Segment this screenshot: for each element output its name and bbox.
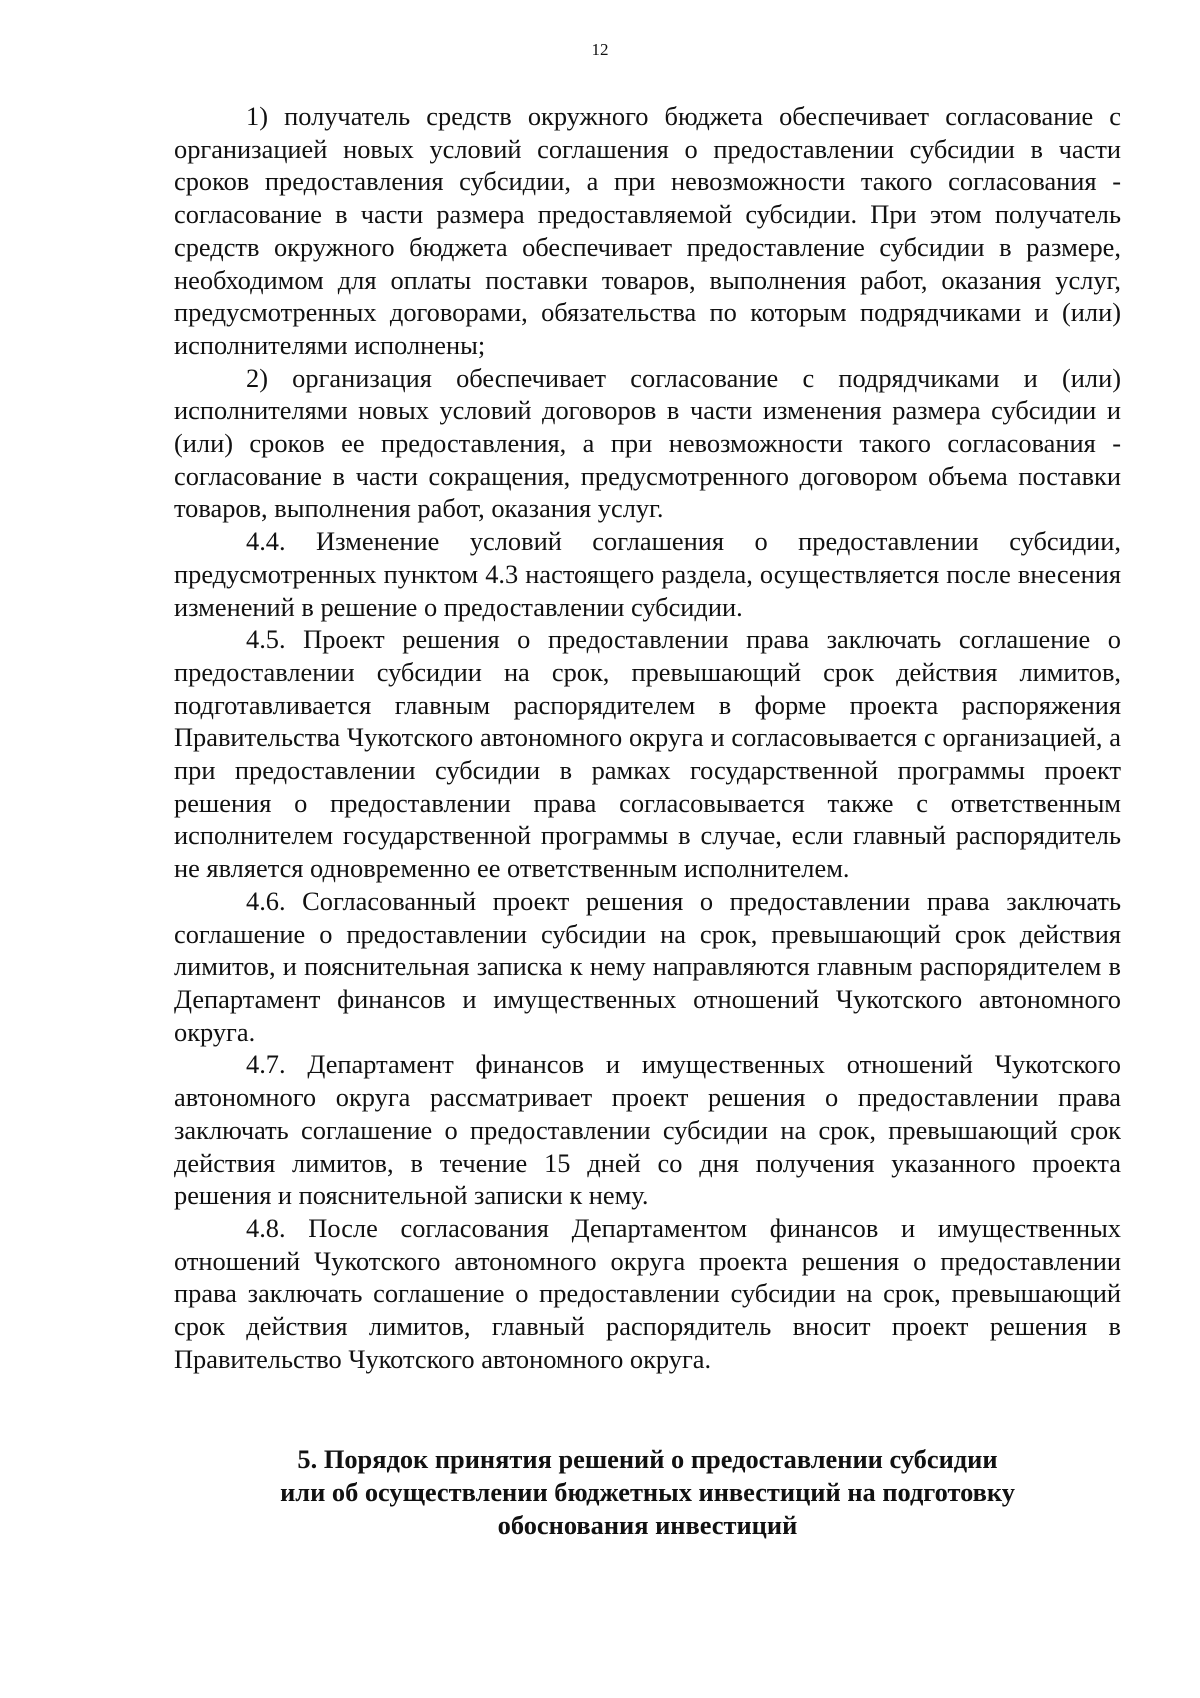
paragraph-4-6: 4.6. Согласованный проект решения о предоставлении права заключать соглашение о предоставлении субсидии на срок, превышающий срок действия лимитов, и пояснительная записка к нему направляются главным распорядителем в Департамент финансов и имущественных отношений Чукотского автономного округа. [174, 885, 1121, 1047]
paragraph-4-7: 4.7. Департамент финансов и имущественных отношений Чукотского автономного округа рассматривает проект решения о предоставлении права заключать соглашение о предоставлении субсидии на срок, превышающий срок действия лимитов, в течение 15 дней со дня получения указанного проекта решения и пояснительной записки к нему. [174, 1049, 1121, 1211]
paragraph-4-3-item-1: 1) получатель средств окружного бюджета обеспечивает согласование с организацией новых условий соглашения о предоставлении субсидии в части сроков предоставления субсидии, а при невозможности такого согласования - согласование в части размера предоставляемой субсидии. При этом получатель средств окружного бюджета обеспечивает предоставление субсидии в размере, необходимом для оплаты поставки товаров, выполнения работ, оказания услуг, предусмотренных договорами, обязательства по которым подрядчиками и (или) исполнителями исполнены; [174, 101, 1121, 360]
section-5-heading [174, 1443, 1121, 1542]
section-heading-line: или об осуществлении бюджетных инвестиций на подготовку [280, 1477, 1015, 1507]
paragraph-4-8: 4.8. После согласования Департаментом финансов и имущественных отношений Чукотского автономного округа проекта решения о предоставлении права заключать соглашение о предоставлении субсидии на срок, превышающий срок действия лимитов, главный распорядитель вносит проект решения в Правительство Чукотского автономного округа. [174, 1212, 1121, 1374]
section-heading-line: 5. Порядок принятия решений о предоставлении субсидии [297, 1444, 998, 1474]
paragraph-4-4: 4.4. Изменение условий соглашения о предоставлении субсидии, предусмотренных пунктом 4.3 настоящего раздела, осуществляется после внесения изменений в решение о предоставлении субсидии. [174, 526, 1121, 622]
paragraph-4-3-item-2: 2) организация обеспечивает согласование с подрядчиками и (или) исполнителями новых условий договоров в части изменения размера субсидии и (или) сроков ее предоставления, а при невозможности такого согласования - согласование в части сокращения, предусмотренного договором объема поставки товаров, выполнения работ, оказания услуг. [174, 362, 1121, 524]
paragraph-4-5: 4.5. Проект решения о предоставлении права заключать соглашение о предоставлении субсидии на срок, превышающий срок действия лимитов, подготавливается главным распорядителем в форме проекта распоряжения Правительства Чукотского автономного округа и согласовывается с организацией, а при предоставлении субсидии в рамках государственной программы проект решения о предоставлении права согласовывается также с ответственным исполнителем государственной программы в случае, если главный распорядитель не является одновременно ее ответственным исполнителем. [174, 624, 1121, 884]
document-body [174, 100, 1121, 1375]
page-number: 12 [591, 40, 609, 59]
section-heading-line: обоснования инвестиций [497, 1510, 798, 1540]
